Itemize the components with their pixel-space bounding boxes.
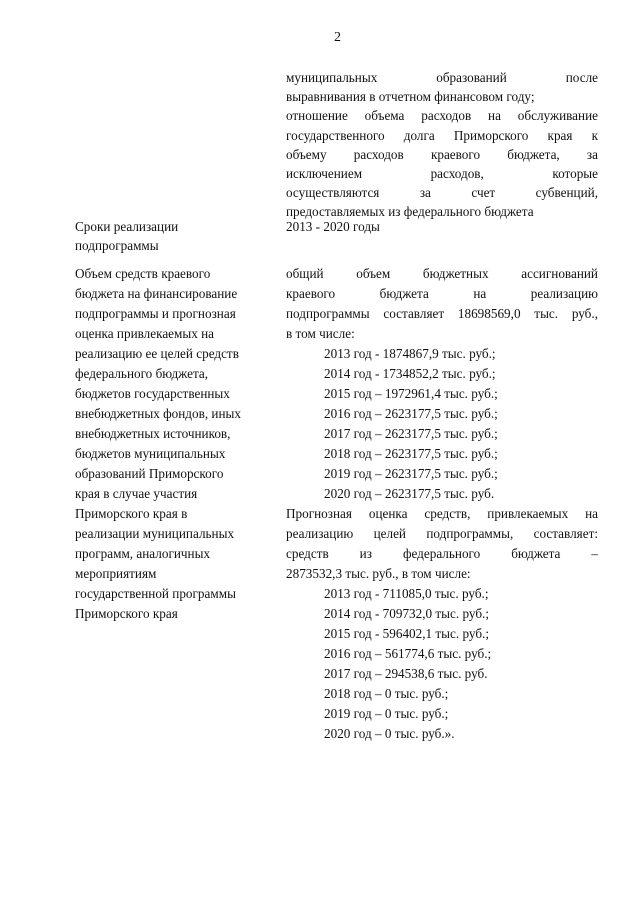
text-line: мероприятиям: [75, 566, 157, 581]
text-line: Сроки реализации: [75, 219, 179, 234]
text-line: реализации муниципальных: [75, 526, 235, 541]
text-line: краевого бюджета на реализацию: [286, 286, 598, 301]
year-line: 2015 год – 1972961,4 тыс. руб.;: [324, 386, 498, 401]
text-line: Приморского края в: [75, 506, 188, 521]
text-line: в том числе:: [286, 326, 355, 341]
text-line: федерального бюджета,: [75, 366, 209, 381]
year-line: 2016 год – 2623177,5 тыс. руб.;: [324, 406, 498, 421]
text-line: края в случае участия: [75, 486, 198, 501]
year-line: 2020 год – 2623177,5 тыс. руб.: [324, 486, 495, 501]
text-line: подпрограммы составляет 18698569,0 тыс. руб.,: [286, 306, 598, 321]
year-line: 2019 год – 2623177,5 тыс. руб.;: [324, 466, 498, 481]
year-line: 2020 год – 0 тыс. руб.».: [324, 726, 455, 741]
funding-value: [286, 264, 598, 744]
text-line: бюджетов государственных: [75, 386, 230, 401]
text-line: предоставляемых из федерального бюджета: [286, 204, 534, 220]
text-line: Приморского края: [75, 606, 178, 621]
text-line: муниципальных образований после: [286, 70, 598, 85]
text-line: исключением расходов, которые: [286, 166, 598, 182]
year-line: 2018 год – 0 тыс. руб.;: [324, 686, 449, 701]
text-line: программ, аналогичных: [75, 546, 211, 561]
year-line: 2016 год – 561774,6 тыс. руб.;: [324, 646, 492, 661]
text-line: образований Приморского: [75, 466, 224, 481]
year-line: 2014 год - 1734852,2 тыс. руб.;: [324, 366, 496, 381]
text-line: объему расходов краевого бюджета, за: [286, 146, 598, 162]
year-line: 2013 год - 711085,0 тыс. руб.;: [324, 586, 489, 601]
year-line: 2015 год - 596402,1 тыс. руб.;: [324, 626, 489, 641]
text-line: внебюджетных фондов, иных: [75, 406, 241, 421]
text-line: внебюджетных источников,: [75, 426, 231, 441]
text-line: Объем средств краевого: [75, 266, 211, 281]
text-line: государственной программы: [75, 586, 236, 601]
text-line: бюджетов муниципальных: [75, 446, 226, 461]
text-line: государственного долга Приморского края к: [286, 127, 598, 143]
text-line: Прогнозная оценка средств, привлекаемых на: [286, 506, 598, 521]
text-line: подпрограммы и прогнозная: [75, 306, 236, 321]
text-line: реализацию целей подпрограммы, составляет:: [286, 526, 598, 541]
year-line: 2014 год - 709732,0 тыс. руб.;: [324, 606, 489, 621]
text-line: оценка привлекаемых на: [75, 326, 215, 341]
year-line: 2017 год – 294538,6 тыс. руб.: [324, 666, 488, 681]
funding-label: [75, 264, 275, 624]
year-line: 2018 год – 2623177,5 тыс. руб.;: [324, 446, 498, 461]
text-line: осуществляются за счет субвенций,: [286, 185, 598, 201]
text-line: реализацию ее целей средств: [75, 346, 239, 361]
indicators-continuation: [286, 68, 598, 222]
text-line: отношение объема расходов на обслуживание: [286, 108, 598, 124]
term-value: [286, 217, 598, 236]
term-label: [75, 217, 275, 255]
text-line: 2013 - 2020 годы: [286, 219, 380, 234]
page-number: 2: [334, 30, 341, 45]
text-line: выравнивания в отчетном финансовом году;: [286, 89, 535, 105]
text-line: общий объем бюджетных ассигнований: [286, 266, 598, 281]
text-line: 2873532,3 тыс. руб., в том числе:: [286, 566, 471, 581]
text-line: бюджета на финансирование: [75, 286, 238, 301]
year-line: 2017 год – 2623177,5 тыс. руб.;: [324, 426, 498, 441]
text-line: средств из федерального бюджета –: [286, 546, 598, 561]
text-line: подпрограммы: [75, 238, 159, 254]
year-line: 2019 год – 0 тыс. руб.;: [324, 706, 449, 721]
year-line: 2013 год - 1874867,9 тыс. руб.;: [324, 346, 496, 361]
